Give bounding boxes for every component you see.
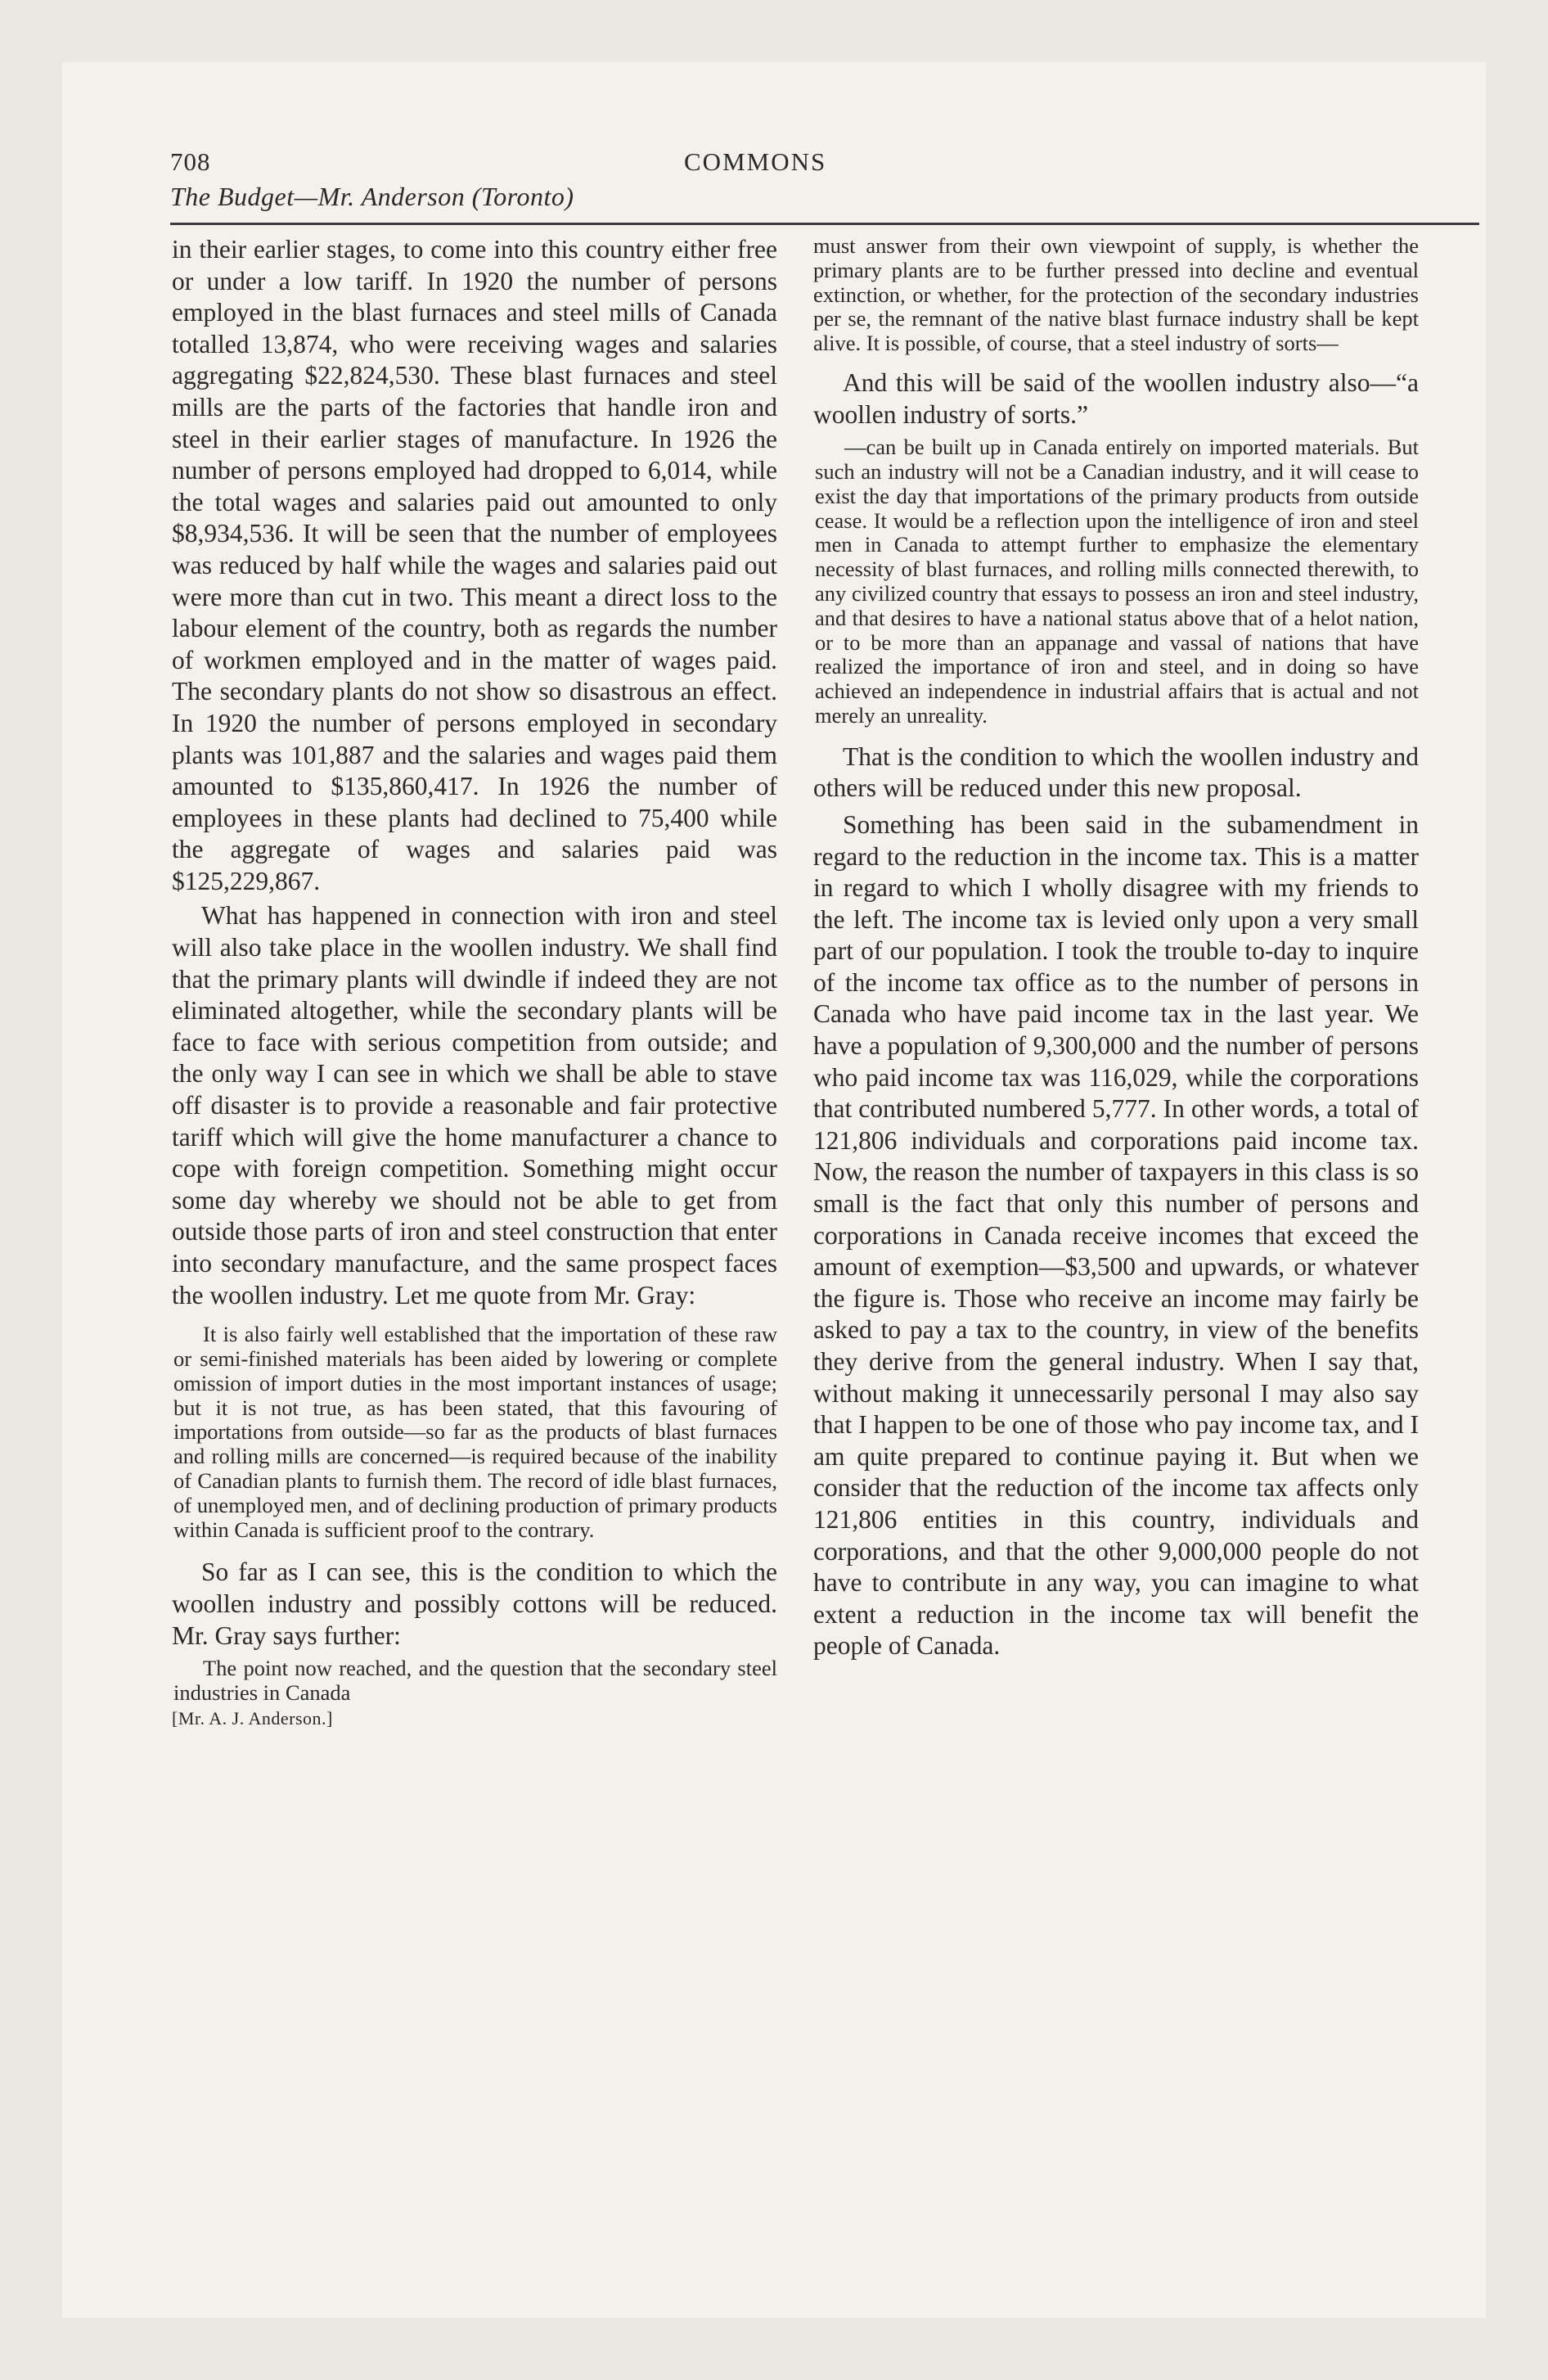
left-column: [172, 234, 777, 1730]
running-head: The Budget—Mr. Anderson (Toronto): [170, 182, 574, 211]
block-quote: The point now reached, and the question that the secondary steel industries in Canada: [173, 1656, 777, 1705]
paragraph: in their earlier stages, to come into this country either free or under a low tariff. In 1920 the number of persons employed in the blast furnaces and steel mills of Canada totalled 13,874, who were receiving wages and salaries aggregating $22,824,530. These blast furnaces and steel mills are the parts of the factories that handle iron and steel in their earlier stages of manufacture. In 1926 the number of persons employed had dropped to 6,014, while the total wages and salaries paid out amounted to only $8,934,536. It will be seen that the number of employees was reduced by half while the wages and salaries paid out were more than cut in two. This meant a direct loss to the labour element of the country, both as regards the number of workmen employed and in the matter of wages paid. The secondary plants do not show so disastrous an effect. In 1920 the number of persons employed in secondary plants was 101,887 and the salaries and wages paid them amounted to $135,860,417. In 1926 the number of employees in these plants had declined to 75,400 while the aggregate of wages and salaries paid was $125,229,867.: [172, 235, 777, 895]
block-quote: It is also fairly well established that the importation of these raw or semi-finished materials has been aided by lowering or complete omission of import duties in the most important instances of usage; but it is not true, as has been stated, that this favouring of importations from outside—so far as the products of blast furnaces and rolling mills are concerned—is required because of the inability of Canadian plants to furnish them. The record of idle blast furnaces, of unemployed men, and of declining production of primary products within Canada is sufficient proof to the contrary.: [173, 1322, 777, 1542]
page-header: [170, 147, 1479, 221]
paragraph: What has happened in connection with iron and steel will also take place in the woollen industry. We shall find that the primary plants will dwindle if indeed they are not eliminated altogether, while the secondary plants will be face to face with serious competition from outside; and the only way I can see in which we shall be able to stave off disaster is to provide a reasonable and fair protective tariff which will give the home manufacturer a chance to cope with foreign competition. Something might occur some day whereby we should not be able to get from outside those parts of iron and steel construction that enter into secondary manufacture, and the same prospect faces the woollen industry. Let me quote from Mr. Gray:: [172, 901, 777, 1309]
block-quote: must answer from their own viewpoint of supply, is whether the primary plants are to be further pressed into decline and eventual extinction, or whether, for the protection of the secondary industries per se, the remnant of the native blast furnace industry shall be kept alive. It is possible, of course, that a steel industry of sorts—: [813, 233, 1419, 356]
block-quote: —can be built up in Canada entirely on imported materials. But such an industry will not be a Canadian industry, and it will cease to exist the day that importations of the primary products from outside cease. It would be a reflection upon the intelligence of iron and steel men in Canada to attempt further to emphasize the elementary necessity of blast furnaces, and rolling mills connected therewith, to any civilized country that essays to possess an iron and steel industry, and that desires to have a national status above that of a helot nation, or to be more than an appanage and vassal of nations that have realized the importance of iron and steel, and in doing so have achieved an independence in industrial affairs that is actual and not merely an unreality.: [815, 435, 1419, 728]
right-column: [813, 234, 1419, 1662]
page-number: 708: [170, 147, 211, 176]
journal-title: COMMONS: [684, 147, 827, 176]
paragraph: Something has been said in the subamendment in regard to the reduction in the income tax. This is a matter in regard to which I wholly disagree with my friends to the left. The income tax is levied only upon a very small part of our population. I took the trouble to-day to inquire of the income tax office as to the number of persons in Canada who have paid income tax in the last year. We have a population of 9,300,000 and the number of persons who paid income tax was 116,029, while the corporations that contributed numbered 5,777. In other words, a total of 121,806 individuals and corporations paid income tax. Now, the reason the number of taxpayers in this class is so small is the fact that only this number of persons and corporations in Canada receive incomes that exceed the amount of exemption—$3,500 and upwards, or whatever the figure is. Those who receive an income may fairly be asked to pay a tax to the country, in view of the benefits they derive from the general industry. When I say that, without making it unnecessarily personal I may also say that I happen to be one of those who pay income tax, and I am quite prepared to continue paying it. But when we consider that the reduction of the income tax affects only 121,806 entities in this country, individuals and corporations, and that the other 9,000,000 people do not have to contribute in any way, you can imagine to what extent a reduction in the income tax will benefit the people of Canada.: [813, 809, 1419, 1661]
paragraph: And this will be said of the woollen industry also—“a woollen industry of sorts.”: [813, 367, 1419, 429]
paragraph: So far as I can see, this is the condition to which the woollen industry and possibly cottons will be reduced. Mr. Gray says further:: [172, 1557, 777, 1650]
speaker-attribution: [Mr. A. J. Anderson.]: [172, 1707, 333, 1729]
header-rule: [170, 223, 1479, 225]
paragraph: That is the condition to which the woollen industry and others will be reduced under this new proposal.: [813, 741, 1419, 803]
